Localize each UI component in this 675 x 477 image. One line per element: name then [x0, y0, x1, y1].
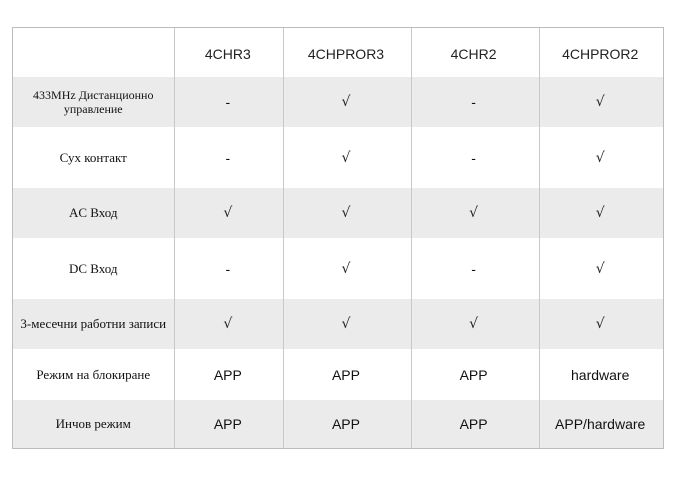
cell-value: APP	[213, 416, 242, 432]
cell-value: √	[469, 205, 479, 221]
header-label: 4CHPROR2	[562, 45, 639, 62]
cell-value: -	[225, 260, 231, 277]
cell-value: APP	[213, 366, 242, 383]
table-row	[13, 238, 663, 299]
table-row	[13, 77, 663, 127]
row-label: AC Вход	[68, 205, 118, 220]
value-cell	[174, 400, 283, 448]
row-label-cell	[13, 77, 174, 127]
value-cell	[410, 349, 538, 400]
table-header-row	[13, 28, 663, 77]
header-label: 4CHR2	[450, 45, 497, 62]
value-cell	[537, 127, 663, 188]
header-cell-4chpror3	[282, 28, 410, 77]
cell-value: -	[225, 94, 231, 110]
value-cell	[410, 238, 538, 299]
table-row	[13, 400, 663, 448]
cell-value: √	[223, 316, 233, 332]
value-cell	[174, 349, 283, 400]
value-cell	[537, 77, 663, 127]
value-cell	[282, 299, 410, 349]
row-label: Режим на блокиране	[36, 366, 151, 382]
cell-value: √	[595, 260, 605, 277]
header-cell-empty	[13, 28, 174, 77]
header-label: 4CHPROR3	[307, 45, 385, 62]
column-divider	[411, 28, 412, 448]
cell-value: hardware	[571, 366, 630, 383]
table-row	[13, 127, 663, 188]
value-cell	[174, 77, 283, 127]
cell-value: APP	[331, 366, 360, 383]
cell-value: APP	[331, 416, 360, 432]
value-cell	[174, 127, 283, 188]
value-cell	[410, 299, 538, 349]
header-cell-4chr2	[410, 28, 538, 77]
cell-value: √	[595, 205, 605, 221]
row-label-cell	[13, 299, 174, 349]
cell-value: -	[471, 94, 476, 110]
table-row	[13, 188, 663, 238]
cell-value: √	[595, 316, 605, 332]
row-label-cell	[13, 127, 174, 188]
value-cell	[537, 188, 663, 238]
value-cell	[537, 400, 663, 448]
value-cell	[282, 188, 410, 238]
row-label-cell	[13, 188, 174, 238]
row-label-cell	[13, 238, 174, 299]
cell-value: -	[225, 149, 231, 166]
value-cell	[410, 188, 538, 238]
row-label: Сух контакт	[59, 149, 127, 165]
cell-value: APP	[459, 366, 488, 383]
cell-value: √	[341, 94, 351, 110]
table-row	[13, 299, 663, 349]
row-label: 3-месечни работни записи	[20, 316, 167, 331]
value-cell	[282, 127, 410, 188]
header-cell-4chr3	[174, 28, 283, 77]
value-cell	[537, 299, 663, 349]
value-cell	[174, 238, 283, 299]
row-label-cell	[13, 400, 174, 448]
cell-value: APP	[459, 416, 488, 432]
value-cell	[537, 349, 663, 400]
cell-value: √	[469, 316, 479, 332]
value-cell	[174, 188, 283, 238]
value-cell	[410, 127, 538, 188]
cell-value: √	[341, 260, 351, 277]
value-cell	[174, 299, 283, 349]
table-row	[13, 349, 663, 400]
comparison-table	[12, 27, 664, 449]
cell-value: -	[471, 149, 476, 166]
cell-value: √	[595, 149, 605, 166]
row-label: 433MHz Дистанционно управление	[33, 88, 154, 116]
value-cell	[282, 400, 410, 448]
value-cell	[410, 77, 538, 127]
value-cell	[410, 400, 538, 448]
cell-value: √	[223, 205, 233, 221]
column-divider	[283, 28, 284, 448]
column-divider	[174, 28, 175, 448]
cell-value: -	[471, 260, 476, 277]
cell-value: √	[595, 94, 605, 110]
cell-value: √	[341, 149, 351, 166]
row-label: DC Вход	[68, 260, 118, 276]
cell-value: √	[341, 205, 351, 221]
header-label: 4CHR3	[204, 45, 251, 62]
value-cell	[282, 77, 410, 127]
cell-value: √	[341, 316, 351, 332]
row-label-cell	[13, 349, 174, 400]
cell-value: APP/hardware	[555, 416, 646, 432]
value-cell	[537, 238, 663, 299]
value-cell	[282, 238, 410, 299]
column-divider	[539, 28, 540, 448]
header-cell-4chpror2	[537, 28, 663, 77]
value-cell	[282, 349, 410, 400]
row-label: Инчов режим	[55, 416, 131, 431]
